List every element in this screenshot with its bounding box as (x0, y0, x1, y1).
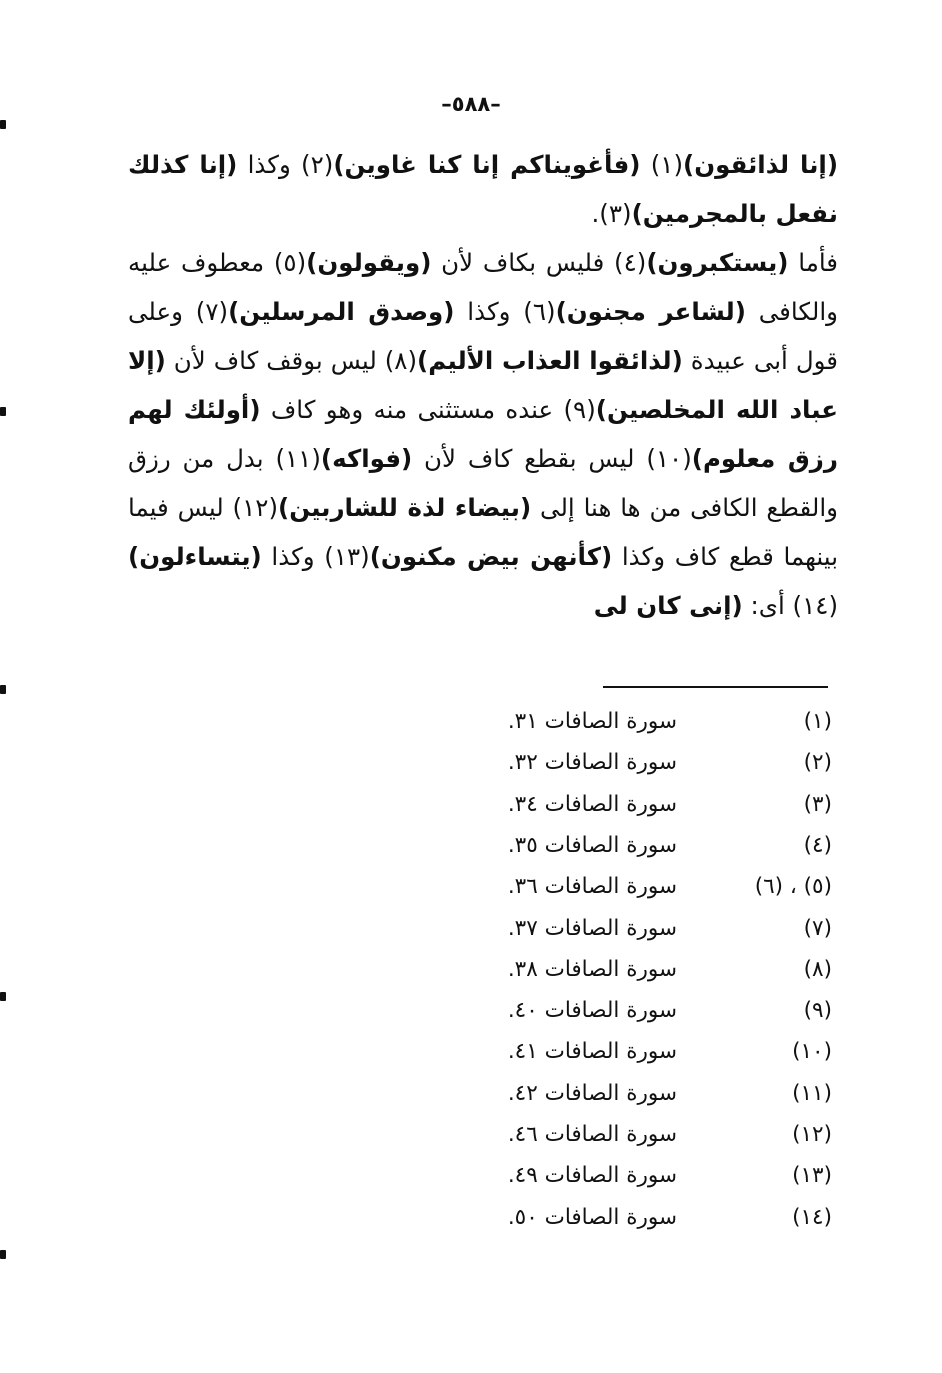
footnote-row (0, 743, 942, 783)
commentary-text: (٣). (591, 199, 632, 228)
footnote-row (0, 702, 942, 742)
footnote-number: (٣) (803, 791, 832, 817)
quran-quote: (وصدق المرسلين) (228, 297, 455, 326)
footnote-row (0, 1198, 942, 1238)
commentary-text: (١٠) ليس بقطع كاف لأن (412, 444, 692, 473)
footnote-reference: سورة الصافات ٣٦. (507, 874, 677, 900)
footnote-number: (٢) (803, 750, 832, 776)
footnote-number: (١) (803, 709, 832, 734)
footnotes (0, 702, 942, 1242)
commentary-text: (١) (640, 150, 683, 179)
page-number: –٥٨٨– (441, 92, 501, 116)
commentary-text: فأما (788, 248, 838, 277)
quran-quote: (بيضاء لذة للشاربين) (278, 493, 532, 522)
footnote-reference: سورة الصافات ٥٠. (507, 1204, 677, 1230)
quran-quote: (فأغويناكم إنا كنا غاوين) (333, 150, 641, 179)
footnote-reference: سورة الصافات ٤٩. (507, 1163, 677, 1189)
footnote-reference: سورة الصافات ٣٨. (507, 956, 677, 982)
footnote-reference: سورة الصافات ٤٠. (507, 998, 677, 1024)
commentary-text: (١١) بدل من رزق والقطع الكافى من ها هنا إلى (128, 444, 838, 522)
commentary-text: (٦) وكذا (454, 297, 556, 326)
quran-quote: (إنا كذلك نفعل بالمجرمين) (128, 150, 838, 228)
body-paragraph (128, 140, 838, 238)
commentary-text: (٢) وكذا (237, 150, 334, 179)
footnote-separator (603, 686, 828, 688)
body-text (128, 140, 838, 630)
footnote-row (0, 867, 942, 907)
footnote-reference: سورة الصافات ٣٢. (507, 750, 677, 776)
margin-mark (0, 120, 6, 129)
commentary-text: (١٣) وكذا (261, 542, 370, 571)
footnote-row (0, 950, 942, 990)
footnote-number: (٧) (803, 915, 832, 941)
quran-quote: (كأنهن بيض مكنون) (369, 542, 613, 571)
footnote-reference: سورة الصافات ٣١. (507, 709, 677, 734)
footnote-reference: سورة الصافات ٤٢. (507, 1080, 677, 1106)
quran-quote: (إنا لذائقون) (683, 150, 839, 179)
footnote-reference: سورة الصافات ٣٧. (507, 915, 677, 941)
quran-quote: (يستكبرون) (646, 248, 789, 277)
commentary-text: (٩) عنده مستثنى منه وهو كاف (260, 395, 596, 424)
footnote-number: (٨) (803, 956, 832, 982)
footnote-row (0, 991, 942, 1031)
commentary-text: (٨) ليس بوقف كاف لأن (165, 346, 418, 375)
footnote-reference: سورة الصافات ٤٦. (507, 1122, 677, 1147)
quran-quote: (أولئك لهم رزق معلوم) (128, 395, 838, 473)
margin-mark (0, 1250, 6, 1259)
quran-quote: (إلا عباد الله المخلصين) (128, 346, 838, 424)
footnote-number: (٩) (803, 998, 832, 1024)
quran-quote: (ويقولون) (306, 248, 432, 277)
footnote-row (0, 1115, 942, 1155)
footnote-row (0, 1156, 942, 1196)
margin-mark (0, 992, 6, 1001)
body-paragraph (128, 238, 838, 630)
quran-quote: (إنى كان لى (593, 591, 743, 620)
footnote-number: (١٣) (792, 1163, 832, 1189)
footnote-reference: سورة الصافات ٣٤. (507, 791, 677, 817)
footnote-number: (١٤) (792, 1204, 832, 1230)
footnote-row (0, 909, 942, 949)
footnote-number: (١١) (792, 1080, 832, 1106)
margin-mark (0, 407, 6, 416)
footnote-number: (١٢) (792, 1122, 832, 1147)
footnote-row (0, 1074, 942, 1114)
quran-quote: (يتساءلون) (128, 542, 262, 571)
footnote-number: (٤) (803, 832, 832, 858)
commentary-text: (٧) وعلى قول أبى عبيدة (128, 297, 838, 375)
footnote-row (0, 1032, 942, 1072)
quran-quote: (فواكه) (320, 444, 413, 473)
quran-quote: (لشاعر مجنون) (555, 297, 746, 326)
commentary-text: (١٢) ليس فيما بينهما قطع كاف وكذا (128, 493, 839, 571)
footnote-number: (١٠) (792, 1039, 832, 1065)
quran-quote: (لذائقوا العذاب الأليم) (417, 346, 683, 375)
footnote-reference: سورة الصافات ٤١. (507, 1039, 677, 1065)
commentary-text: (٥) معطوف عليه والكافى (128, 248, 838, 326)
commentary-text: (١٤) أى: (742, 591, 838, 620)
footnote-row (0, 785, 942, 825)
commentary-text: (٤) فليس بكاف لأن (431, 248, 647, 277)
footnote-number: (٥) ، (٦) (754, 874, 832, 900)
footnote-reference: سورة الصافات ٣٥. (507, 832, 677, 858)
footnote-row (0, 826, 942, 866)
margin-mark (0, 685, 6, 694)
